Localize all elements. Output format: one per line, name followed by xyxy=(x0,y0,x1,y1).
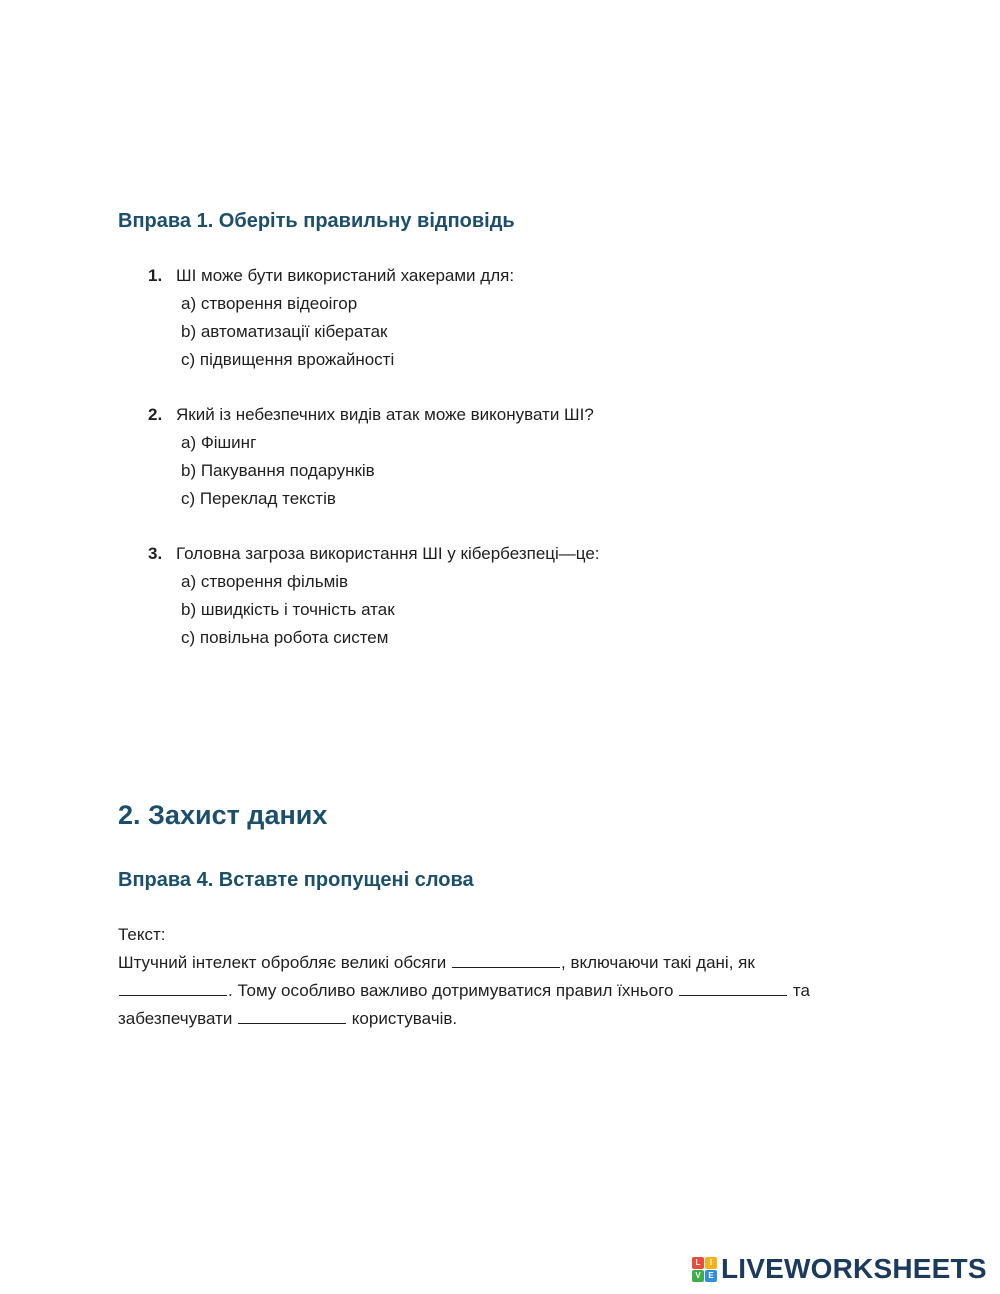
blank-field-1[interactable] xyxy=(452,949,560,968)
blank-field-2[interactable] xyxy=(119,977,227,996)
logo-mark-icon xyxy=(692,1257,717,1282)
question-2 xyxy=(148,401,594,513)
option-c[interactable]: c) Переклад текстів xyxy=(181,489,336,508)
text-segment: користувачів. xyxy=(347,1009,458,1028)
question-3 xyxy=(148,540,600,652)
answer-options xyxy=(148,568,600,652)
option-b[interactable]: b) автоматизації кібератак xyxy=(181,322,388,341)
blank-field-4[interactable] xyxy=(238,1005,346,1024)
text-line-3 xyxy=(118,1005,878,1033)
blank-field-3[interactable] xyxy=(679,977,787,996)
answer-options xyxy=(148,429,594,513)
text-segment: забезпечувати xyxy=(118,1009,238,1028)
text-label: Текст: xyxy=(118,925,166,944)
option-c[interactable]: c) підвищення врожайності xyxy=(181,350,395,369)
answer-options xyxy=(148,290,514,374)
option-a[interactable]: a) створення фільмів xyxy=(181,572,349,591)
question-number: 2. xyxy=(148,405,163,424)
exercise-4-title: Вправа 4. Вставте пропущені слова xyxy=(118,869,474,891)
logo-letter: E xyxy=(705,1270,717,1282)
option-a[interactable]: a) Фішинг xyxy=(181,433,257,452)
question-number: 1. xyxy=(148,266,163,285)
option-b[interactable]: b) Пакування подарунків xyxy=(181,461,375,480)
question-text: ШІ може бути використаний хакерами для: xyxy=(176,266,515,285)
logo-letter: V xyxy=(692,1270,704,1282)
question-number: 3. xyxy=(148,544,163,563)
liveworksheets-logo[interactable] xyxy=(692,1254,987,1284)
text-segment: Штучний інтелект обробляє великі обсяги xyxy=(118,953,451,972)
text-segment: , включаючи такі дані, як xyxy=(561,953,755,972)
logo-letter: L xyxy=(692,1257,704,1269)
logo-text: LIVEWORKSHEETS xyxy=(721,1253,987,1284)
option-a[interactable]: a) створення відеоігор xyxy=(181,294,358,313)
option-b[interactable]: b) швидкість і точність атак xyxy=(181,600,395,619)
option-c[interactable]: c) повільна робота систем xyxy=(181,628,389,647)
text-segment: та xyxy=(788,981,810,1000)
fill-in-text xyxy=(118,921,878,1033)
question-1 xyxy=(148,262,514,374)
section-2-title: 2. Захист даних xyxy=(118,800,328,830)
question-text: Головна загроза використання ШІ у кібербезпеці—це: xyxy=(176,544,600,563)
logo-letter: I xyxy=(705,1257,717,1269)
text-line-1 xyxy=(118,949,878,977)
text-line-2 xyxy=(118,977,878,1005)
exercise-1-title: Вправа 1. Оберіть правильну відповідь xyxy=(118,210,515,232)
text-segment: . Тому особливо важливо дотримуватися правил їхнього xyxy=(228,981,679,1000)
question-text: Який із небезпечних видів атак може виконувати ШІ? xyxy=(176,405,594,424)
